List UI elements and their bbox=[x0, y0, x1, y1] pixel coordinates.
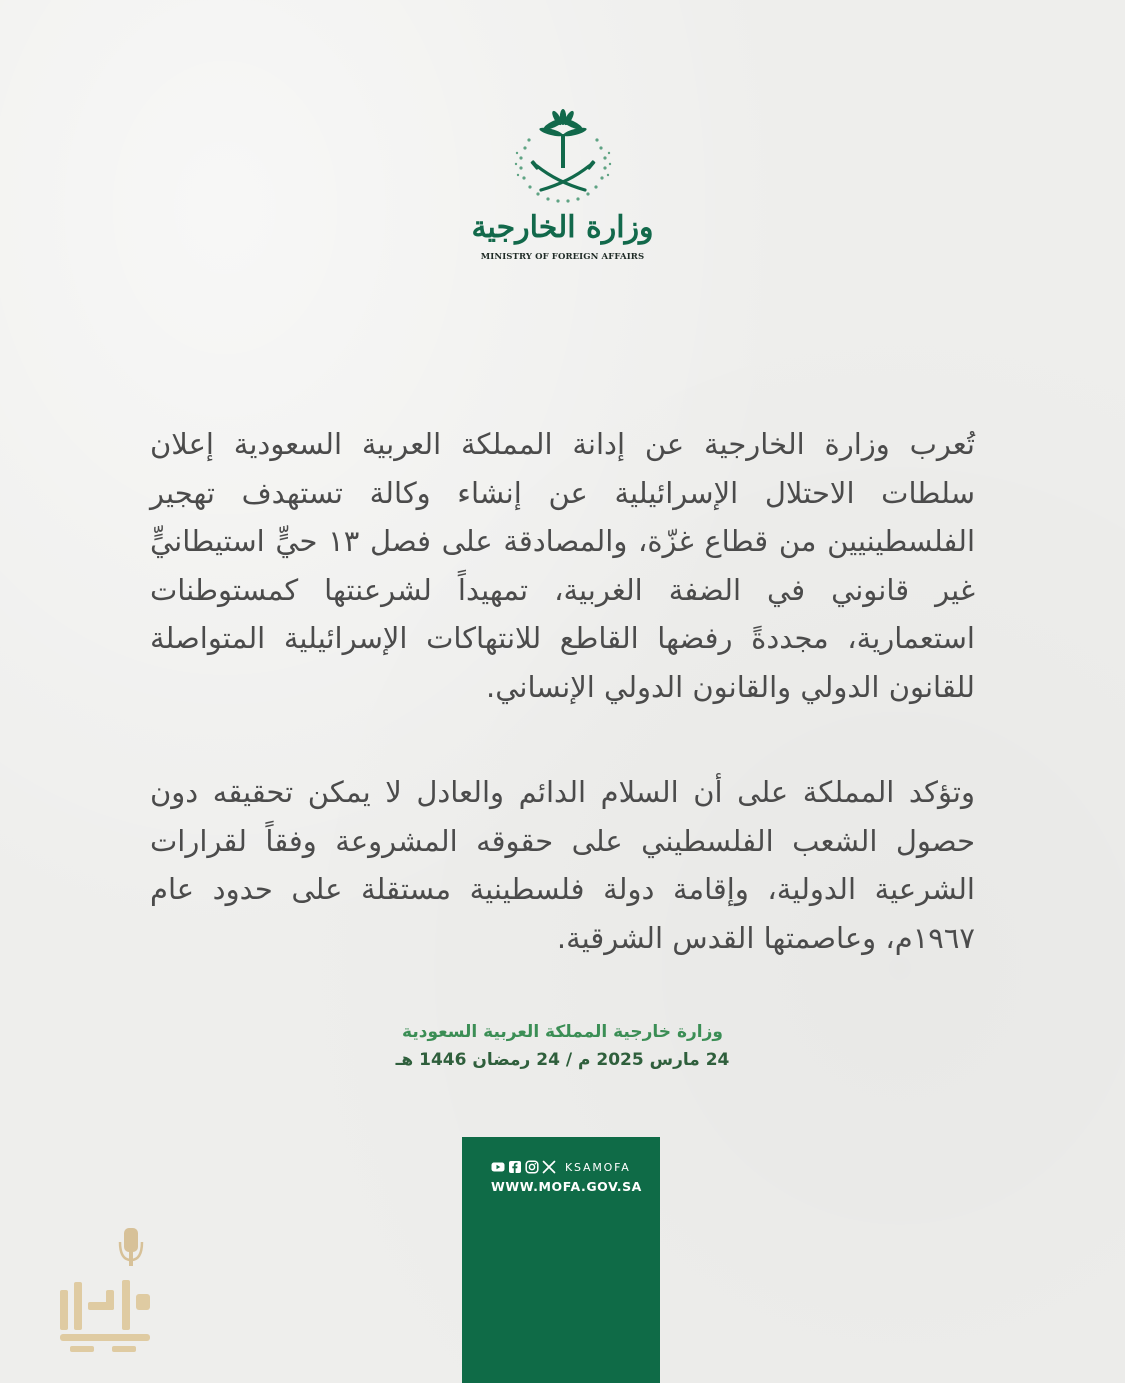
website-link[interactable]: WWW.MOFA.GOV.SA bbox=[491, 1179, 642, 1194]
signature-date: 24 مارس 2025 م / 24 رمضان 1446 هـ bbox=[395, 1050, 730, 1070]
instagram-icon[interactable] bbox=[525, 1160, 539, 1174]
statement-paragraph-1: تُعرب وزارة الخارجية عن إدانة المملكة العربية السعودية إعلان سلطات الاحتلال الإسرائيلية عن إنشاء وكالة تستهدف تهجير الفلسطينيين من قطاع غزّة، والمصادقة على فصل ١٣ حيٍّ استيطانيٍّ غير قانوني في الضفة الغربية، تمهيداً لشرعنتها كمستوطنات استعمارية، مجددةً رفضها القاطع للانتهاكات الإسرائيلية المتواصلة للقانون الدولي والقانون الدولي الإنساني. bbox=[150, 427, 975, 704]
ministry-name-english: MINISTRY OF FOREIGN AFFAIRS bbox=[480, 252, 645, 262]
signature-organization: وزارة خارجية المملكة العربية السعودية bbox=[402, 1022, 723, 1042]
x-icon[interactable] bbox=[542, 1160, 556, 1174]
saudi-emblem-palm-swords-icon bbox=[507, 108, 619, 212]
ministry-name-arabic: وزارة الخارجية bbox=[471, 210, 654, 245]
aqlam-alkhabar-logo-icon bbox=[50, 1220, 160, 1360]
social-handle[interactable]: KSAMOFA bbox=[565, 1160, 631, 1174]
footer-panel bbox=[462, 1137, 660, 1383]
youtube-icon[interactable] bbox=[491, 1160, 505, 1174]
facebook-icon[interactable] bbox=[508, 1160, 522, 1174]
social-row bbox=[491, 1159, 631, 1175]
statement-paragraph-2: وتؤكد المملكة على أن السلام الدائم والعادل لا يمكن تحقيقه دون حصول الشعب الفلسطيني على حقوقه المشروعة وفقاً لقرارات الشرعية الدولية، وإقامة دولة فلسطينية مستقلة على حدود عام ١٩٦٧م، وعاصمتها القدس الشرقية. bbox=[150, 775, 975, 955]
